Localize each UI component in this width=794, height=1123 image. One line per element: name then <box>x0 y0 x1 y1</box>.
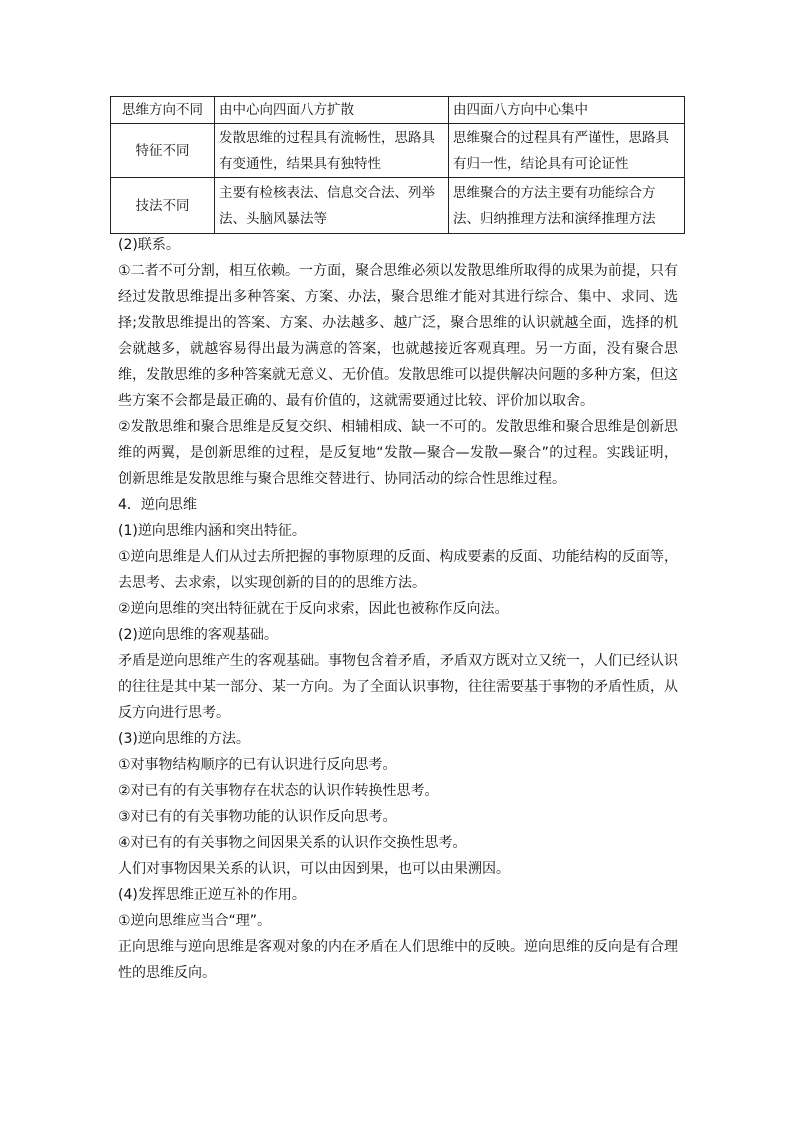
paragraph: ②发散思维和聚合思维是反复交织、相辅相成、缺一不可的。发散思维和聚合思维是创新思维的两翼，是创新思维的过程，是反复地“发散—聚合—发散—聚合”的过程。实践证明，创新思维是发散思维与聚合思维交替进行、协同活动的综合性思维过程。 <box>118 419 678 487</box>
paragraph: (2)联系。 <box>118 237 180 253</box>
table-row <box>111 178 685 234</box>
paragraph: ②逆向思维的突出特征就在于反向求索，因此也被称作反向法。 <box>118 601 509 617</box>
row-label: 特征不同 <box>111 124 215 178</box>
convergent-cell: 由四面八方向中心集中 <box>449 97 685 124</box>
row-label: 技法不同 <box>111 178 215 234</box>
paragraph: 正向思维与逆向思维是客观对象的内在矛盾在人们思维中的反映。逆向思维的反向是有合理性的思维反向。 <box>118 939 678 981</box>
convergent-cell: 思维聚合的方法主要有功能综合方法、归纳推理方法和演绎推理方法 <box>449 178 685 234</box>
row-label: 思维方向不同 <box>111 97 215 124</box>
paragraph: ①逆向思维应当合“理”。 <box>118 913 272 929</box>
paragraph: ①逆向思维是人们从过去所把握的事物原理的反面、构成要素的反面、功能结构的反面等，去思考、去求索，以实现创新的目的的思维方法。 <box>118 549 678 591</box>
paragraph: (4)发挥思维正逆互补的作用。 <box>118 887 306 903</box>
paragraph: ①二者不可分割，相互依赖。一方面，聚合思维必须以发散思维所取得的成果为前提，只有经过发散思维提出多种答案、方案、办法，聚合思维才能对其进行综合、集中、求同、选择;发散思维提出的答案、方案、办法越多、越广泛，聚合思维的认识就越全面，选择的机会就越多，就越容易得出最为满意的答案，也就越接近客观真理。另一方面，没有聚合思维，发散思维的多种答案就无意义、无价值。发散思维可以提供解决问题的多种方案，但这些方案不会都是最正确的、最有价值的，这就需要通过比较、评价加以取舍。 <box>118 263 678 409</box>
section-heading: 4．逆向思维 <box>118 497 197 513</box>
table-row <box>111 124 685 178</box>
paragraph: (3)逆向思维的方法。 <box>118 731 250 747</box>
divergent-cell: 发散思维的过程具有流畅性，思路具有变通性，结果具有独特性 <box>215 124 449 178</box>
comparison-table <box>110 96 685 234</box>
paragraph: 矛盾是逆向思维产生的客观基础。事物包含着矛盾，矛盾双方既对立又统一，人们已经认识的往往是其中某一部分、某一方向。为了全面认识事物，往往需要基于事物的矛盾性质，从反方向进行思考。 <box>118 653 678 721</box>
paragraph: ②对已有的有关事物存在状态的认识作转换性思考。 <box>118 783 439 799</box>
paragraph: ①对事物结构顺序的已有认识进行反向思考。 <box>118 757 397 773</box>
paragraph: ③对已有的有关事物功能的认识作反向思考。 <box>118 809 397 825</box>
divergent-cell: 主要有检核表法、信息交合法、列举法、头脑风暴法等 <box>215 178 449 234</box>
paragraph: (2)逆向思维的客观基础。 <box>118 627 278 643</box>
convergent-cell: 思维聚合的过程具有严谨性，思路具有归一性，结论具有可论证性 <box>449 124 685 178</box>
document-body <box>118 232 678 986</box>
divergent-cell: 由中心向四面八方扩散 <box>215 97 449 124</box>
table-row <box>111 97 685 124</box>
paragraph: (1)逆向思维内涵和突出特征。 <box>118 523 306 539</box>
paragraph: 人们对事物因果关系的认识，可以由因到果，也可以由果溯因。 <box>118 861 510 877</box>
paragraph: ④对已有的有关事物之间因果关系的认识作交换性思考。 <box>118 835 467 851</box>
